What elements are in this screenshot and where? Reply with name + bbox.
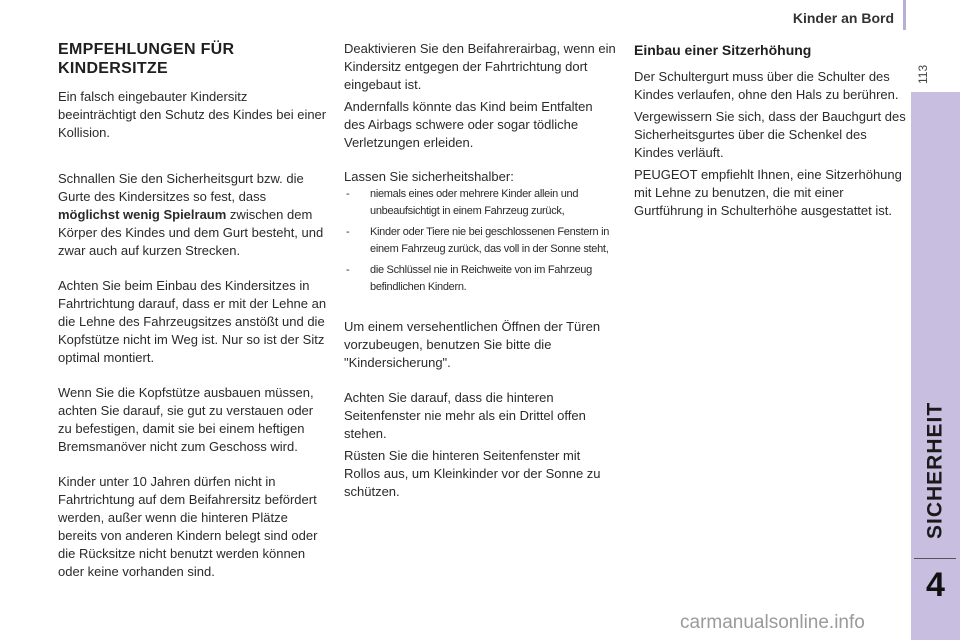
paragraph: Lassen Sie sicherheitshalber:: [344, 169, 514, 184]
paragraph: Kinder unter 10 Jahren dürfen nicht in Fahrtrichtung auf dem Beifahrersitz befördert werden, außer wenn die hinteren Plätze bereits von anderen Kindern belegt sind oder die Rücksitze nicht benutzt werden können oder keine vorhanden sind.: [58, 474, 318, 579]
list-item: - die Schlüssel nie in Reichweite von im Fahrzeug befindlichen Kindern.: [344, 262, 616, 296]
paragraph: Achten Sie beim Einbau des Kindersitzes in Fahrtrichtung darauf, dass er mit der Lehne an die Lehne des Fahrzeugsitzes anstößt und die Kopfstütze nicht im Weg ist. Nur so ist der Sitz optimal montiert.: [58, 278, 327, 365]
paragraph: Deaktivieren Sie den Beifahrerairbag, wenn ein Kindersitz entgegen der Fahrtrichtung dort eingebaut ist.: [344, 41, 616, 92]
chapter-divider: [914, 558, 956, 559]
column-left: [58, 40, 328, 581]
section-heading: EMPFEHLUNGEN FÜR KINDERSITZE: [58, 41, 235, 77]
paragraph: Achten Sie darauf, dass die hinteren Seitenfenster nie mehr als ein Drittel offen stehen.: [344, 390, 586, 441]
subsection-heading: Einbau einer Sitzerhöhung: [634, 42, 812, 58]
paragraph: PEUGEOT empfiehlt Ihnen, eine Sitzerhöhung mit Lehne zu benutzen, die mit einer Gurtführung in Schulterhöhe ausgestattet ist.: [634, 167, 902, 218]
paragraph: Um einem versehentlichen Öffnen der Türen vorzubeugen, benutzen Sie bitte die "Kindersicherung".: [344, 319, 601, 370]
paragraph: Vergewissern Sie sich, dass der Bauchgurt des Sicherheitsgurtes über die Schenkel des Kindes verläuft.: [634, 109, 906, 160]
column-middle: [344, 40, 616, 501]
text-run: Schnallen Sie den Sicherheitsgurt bzw. die Gurte des Kindersitzes so fest, dass: [58, 171, 304, 204]
paragraph: Wenn Sie die Kopfstütze ausbauen müssen, achten Sie darauf, sie gut zu verstauen oder zu befestigen, damit sie bei einem heftigen Bremsmanöver nicht zum Geschoss wird.: [58, 385, 314, 454]
list-item: - Kinder oder Tiere nie bei geschlossenen Fenstern in einem Fahrzeug zurück, das voll in der Sonne steht,: [344, 224, 616, 258]
chapter-label: SICHERHEIT: [923, 401, 947, 539]
paragraph: Ein falsch eingebauter Kindersitz beeinträchtigt den Schutz des Kindes bei einer Kollision.: [58, 89, 327, 140]
paragraph: Rüsten Sie die hinteren Seitenfenster mit Rollos aus, um Kleinkinder vor der Sonne zu schützen.: [344, 448, 601, 499]
page-number: 113: [916, 64, 930, 84]
watermark-text: carmanualsonline.info: [680, 612, 865, 633]
header-rule: [903, 0, 906, 30]
list-item: - niemals eines oder mehrere Kinder allein und unbeaufsichtigt in einem Fahrzeug zurück,: [344, 186, 616, 220]
emphasis-text: möglichst wenig Spielraum: [58, 207, 227, 222]
text-run: zwischen dem Körper des Kindes und dem Gurt besteht, und zwar auch auf kurzen Strecken.: [58, 207, 324, 258]
chapter-number: 4: [926, 566, 945, 604]
paragraph: Andernfalls könnte das Kind beim Entfalten des Airbags schwere oder sogar tödliche Verletzungen erleiden.: [344, 99, 593, 150]
page-header-title: Kinder an Bord: [792, 10, 894, 26]
column-right: [634, 40, 906, 220]
paragraph: Der Schultergurt muss über die Schulter des Kindes verlaufen, ohne den Hals zu berühren.: [634, 69, 899, 102]
paragraph: [58, 170, 328, 260]
